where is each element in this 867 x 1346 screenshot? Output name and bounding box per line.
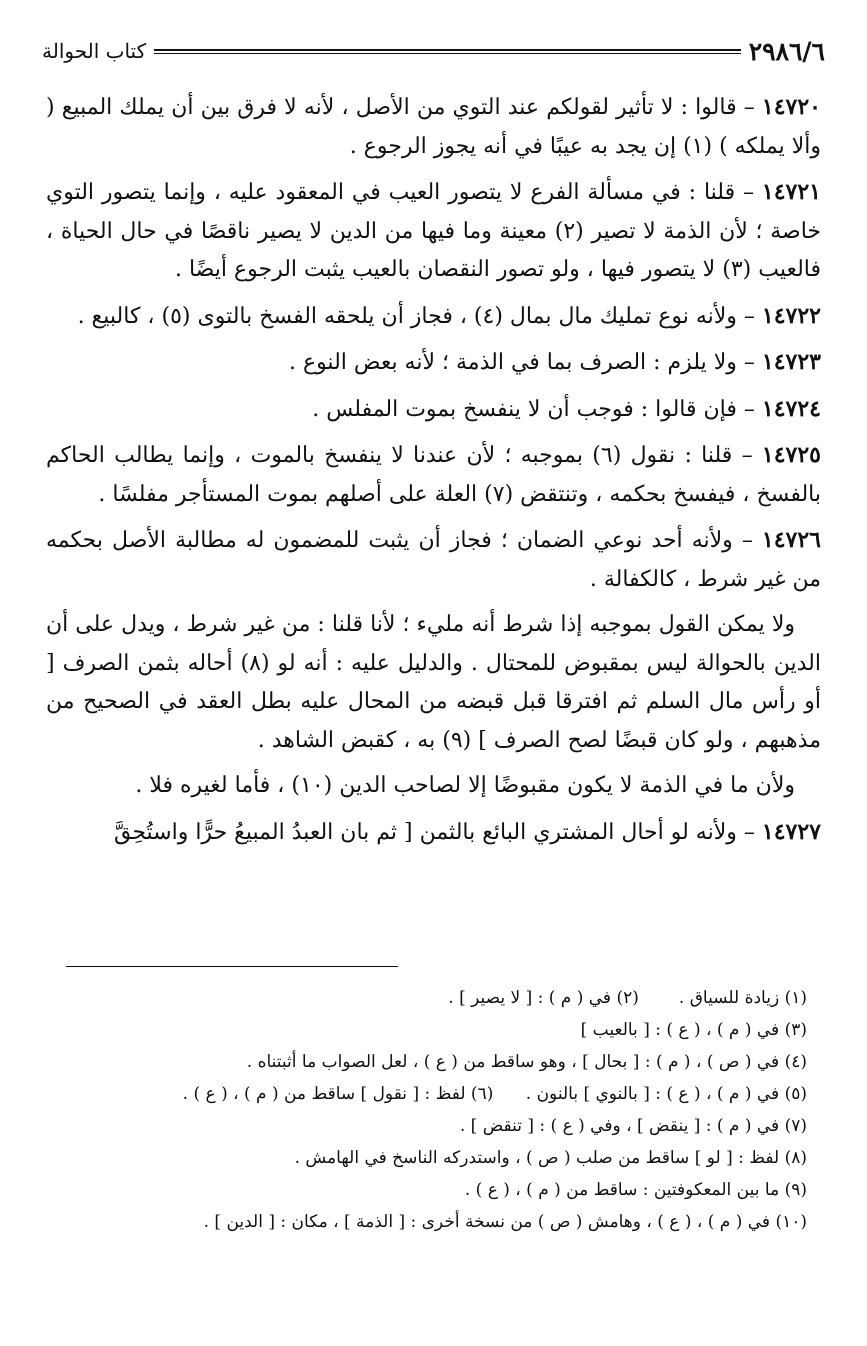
footnote: (٩) ما بين المعكوفتين : ساقط من ( م ) ، ( ع ) .	[464, 1180, 807, 1200]
footnote: (٤) في ( ص ) ، ( م ) : [ بحال ] ، وهو ساقط من ( ع ) ، لعل الصواب ما أثبتناه .	[246, 1052, 807, 1072]
paragraph-text: قلنا : في مسألة الفرع لا يتصور العيب في المعقود عليه ، وإنما يتصور التوي خاصة ؛ لأن الذمة لا تصير (٢) معينة وما فيها من الدين لا يصير ناقصًا في حال الحياة ، فالعيب (٣) لا يتصور فيها ، ولو تصور النقصان بالعيب يثبت الرجوع أيضًا .	[46, 180, 822, 282]
paragraph-number: ١٤٧٢٠	[761, 94, 821, 120]
footnote: (١) زيادة للسياق .	[678, 988, 807, 1008]
paragraph: ١٤٧٢٧ – ولأنه لو أحال المشتري البائع بالثمن [ ثم بان العبدُ المبيعُ حرًّا واستُحِقَّ	[113, 818, 821, 845]
footnote: (٣) في ( م ) ، ( ع ) : [ بالعيب ]	[580, 1020, 807, 1040]
footnote: (٥) في ( م ) ، ( ع ) : [ بالنوي ] بالنون . (٦) لفظ : [ نقول ] ساقط من ( م ) ، ( ع ) .	[182, 1084, 807, 1104]
footnote: (٨) لفظ : [ لو ] ساقط من صلب ( ص ) ، واستدركه الناسخ في الهامش .	[294, 1148, 807, 1168]
paragraph: ١٤٧٢٤ – فإن قالوا : فوجب أن لا ينفسخ بموت المفلس .	[312, 395, 821, 422]
paragraph-number: ١٤٧٢٤	[761, 395, 821, 422]
paragraph: ١٤٧٢٦ – ولأنه أحد نوعي الضمان ؛ فجاز أن يثبت للمضمون له مطالبة الأصل بحكمه من غير شرط ، كالكفالة .	[46, 527, 821, 592]
paragraph-number: ١٤٧٢٣	[761, 349, 821, 375]
paragraph-number: ١٤٧٢٦	[761, 527, 821, 553]
paragraph-number: ١٤٧٢٧	[761, 818, 821, 845]
header-rule	[154, 49, 741, 54]
main-text	[46, 88, 821, 859]
page-number: ٢٩٨٦/٦	[748, 36, 825, 66]
paragraph: ولأن ما في الذمة لا يكون مقبوضًا إلا لصاحب الدين (١٠) ، فأما لغيره فلا .	[135, 773, 795, 798]
paragraph-number: ١٤٧٢٢	[761, 302, 821, 329]
paragraph: ١٤٧٢٢ – ولأنه نوع تمليك مال بمال (٤) ، فجاز أن يلحقه الفسخ بالتوى (٥) ، كالبيع .	[77, 302, 821, 329]
paragraph-text: قلنا : نقول (٦) بموجبه ؛ لأن عندنا لا ينفسخ بالموت ، وإنما يطالب الحاكم بالفسخ ، فيفسخ بحكمه ، وتنتقض (٧) العلة على أصلهم بموت المستأجر مفلسًا .	[46, 443, 821, 507]
book-title: كتاب الحوالة	[42, 39, 147, 63]
paragraph: ١٤٧٢٠ – قالوا : لا تأثير لقولكم عند التوي من الأصل ، لأنه لا فرق بين أن يملك المبيع ( وألا يملكه ) (١) إن يجد به عيبًا في أنه يجوز الرجوع .	[46, 94, 821, 159]
paragraph-number: ١٤٧٢١	[761, 179, 821, 205]
footnote: (٢) في ( م ) : [ لا يصير ] .	[448, 988, 639, 1008]
paragraph: ١٤٧٢١ – قلنا : في مسألة الفرع لا يتصور العيب في المعقود عليه ، وإنما يتصور التوي خاصة ؛ لأن الذمة لا تصير (٢) معينة وما فيها من الدين لا يصير ناقصًا في حال الحياة ، فالعيب (٣) لا يتصور فيها ، ولو تصور النقصان بالعيب يثبت الرجوع أيضًا .	[46, 179, 822, 282]
paragraph-text: ولأنه لو أحال المشتري البائع بالثمن [ ثم بان العبدُ المبيعُ حرًّا واستُحِقَّ	[113, 819, 737, 845]
paragraph: ولا يمكن القول بموجبه إذا شرط أنه مليء ؛ لأنا قلنا : من غير شرط ، ويدل على أن الدين بالحوالة ليس بمقبوض للمحتال . والدليل عليه : أنه لو (٨) أحاله بثمن الصرف [ أو رأس مال السلم ثم افترقا قبل قبضه من المحال عليه بطل العقد في الصحيح من مذهبهم ، ولو كان قبضًا لصح الصرف ] (٩) به ، كقبض الشاهد .	[46, 612, 821, 753]
paragraph: ١٤٧٢٥ – قلنا : نقول (٦) بموجبه ؛ لأن عندنا لا ينفسخ بالموت ، وإنما يطالب الحاكم بالفسخ ، فيفسخ بحكمه ، وتنتقض (٧) العلة على أصلهم بموت المستأجر مفلسًا .	[46, 442, 821, 507]
footnotes	[48, 982, 807, 1238]
paragraph-text: ولأنه أحد نوعي الضمان ؛ فجاز أن يثبت للمضمون له مطالبة الأصل بحكمه من غير شرط ، كالكفالة .	[46, 528, 821, 592]
paragraph-number: ١٤٧٢٥	[761, 442, 821, 468]
footnote-row	[48, 982, 807, 1014]
paragraph-text: فإن قالوا : فوجب أن لا ينفسخ بموت المفلس .	[312, 396, 737, 422]
footnote: (١٠) في ( م ) ، ( ع ) ، وهامش ( ص ) من نسخة أخرى : [ الذمة ] ، مكان : [ الدين ] .	[203, 1212, 807, 1232]
paragraph: ١٤٧٢٣ – ولا يلزم : الصرف بما في الذمة ؛ لأنه بعض النوع .	[288, 349, 821, 375]
paragraph-text: ولأنه نوع تمليك مال بمال (٤) ، فجاز أن يلحقه الفسخ بالتوى (٥) ، كالبيع .	[77, 303, 737, 329]
paragraph-text: قالوا : لا تأثير لقولكم عند التوي من الأصل ، لأنه لا فرق بين أن يملك المبيع ( وألا يملكه ) (١) إن يجد به عيبًا في أنه يجوز الرجوع .	[46, 95, 821, 159]
paragraph-text: ولا يلزم : الصرف بما في الذمة ؛ لأنه بعض النوع .	[288, 350, 737, 375]
page-header	[42, 36, 825, 66]
footnote: (٧) في ( م ) : [ ينقض ] ، وفي ( ع ) : [ تنقض ] .	[459, 1116, 807, 1136]
footnote-separator	[66, 966, 398, 967]
